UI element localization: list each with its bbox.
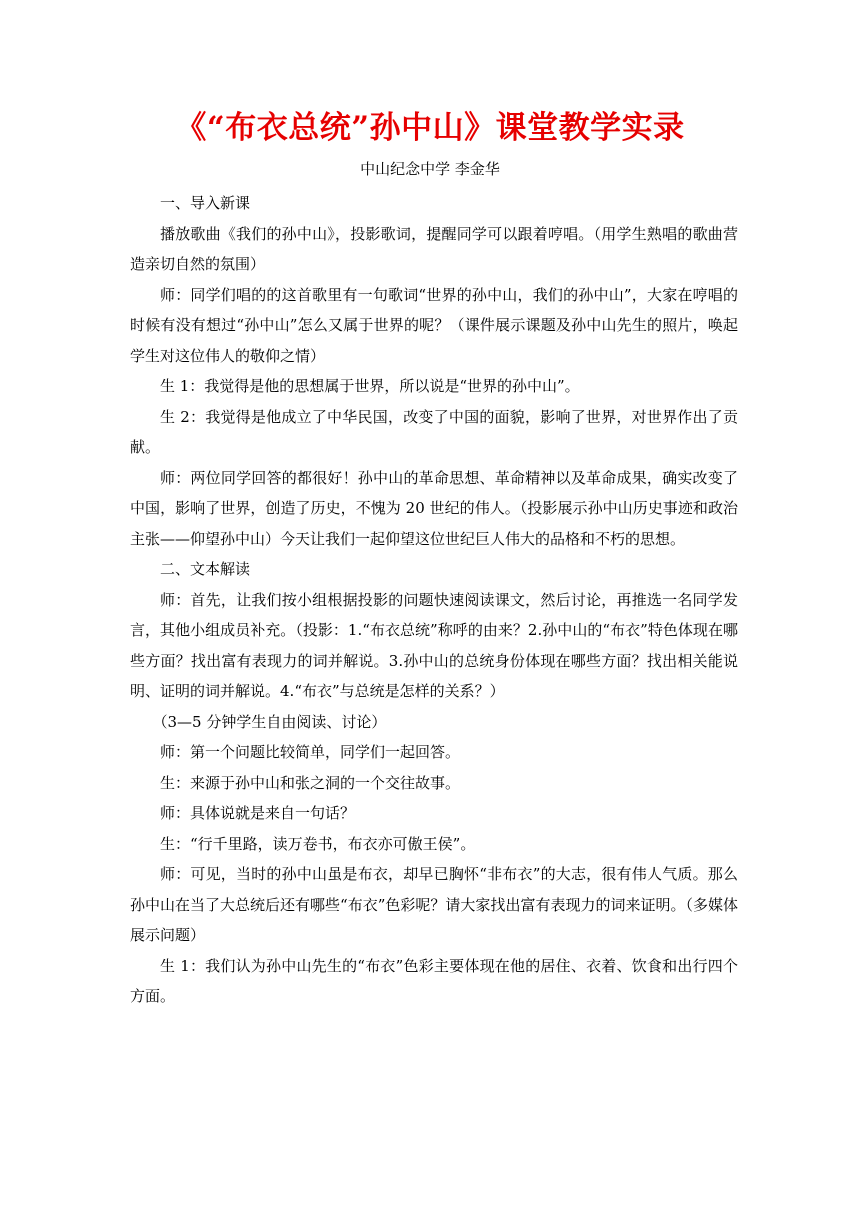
paragraph: 生：“行千里路，读万卷书，布衣亦可傲王侯”。 <box>160 834 476 853</box>
paragraph: 生 2：我觉得是他成立了中华民国，改变了中国的面貌，影响了世界，对世界作出了贡献。 <box>130 407 738 456</box>
paragraph: 师：两位同学回答的都很好！孙中山的革命思想、革命精神以及革命成果，确实改变了中国，影响了世界，创造了历史，不愧为 20 世纪的伟人。（投影展示孙中山历史事迹和政治主张——仰望孙中山）今天让我们一起仰望这位世纪巨人伟大的品格和不朽的思想。 <box>130 468 738 548</box>
section-heading: 一、导入新课 <box>160 194 251 212</box>
paragraph: 师：同学们唱的的这首歌里有一句歌词“世界的孙中山，我们的孙中山”，大家在哼唱的时候有没有想过“孙中山”怎么又属于世界的呢？（课件展示课题及孙中山先生的照片，唤起学生对这位伟人的敬仰之情） <box>130 285 738 365</box>
document-title: 《“布衣总统”孙中山》课堂教学实录 <box>175 110 685 146</box>
paragraph: 师：可见，当时的孙中山虽是布衣，却早已胸怀“非布衣”的大志，很有伟人气质。那么孙中山在当了大总统后还有哪些“布衣”色彩呢？请大家找出富有表现力的词来证明。（多媒体展示问题） <box>130 865 738 944</box>
paragraph: 生 1：我们认为孙中山先生的“布衣”色彩主要体现在他的居住、衣着、饮食和出行四个方面。 <box>130 956 738 1005</box>
paragraph: （3—5 分钟学生自由阅读、讨论） <box>152 712 387 731</box>
document-body <box>130 188 738 1012</box>
paragraph: 播放歌曲《我们的孙中山》，投影歌词，提醒同学可以跟着哼唱。（用学生熟唱的歌曲营造亲切自然的氛围） <box>130 224 738 273</box>
section-heading: 二、文本解读 <box>160 560 251 578</box>
paragraph: 生：来源于孙中山和张之洞的一个交往故事。 <box>160 773 461 792</box>
author-line: 中山纪念中学 李金华 <box>360 160 500 178</box>
paragraph: 师：第一个问题比较简单，同学们一起回答。 <box>160 743 461 761</box>
paragraph: 生 1：我觉得是他的思想属于世界，所以说是“世界的孙中山”。 <box>160 377 580 395</box>
paragraph: 师：具体说就是来自一句话？ <box>160 804 356 822</box>
paragraph: 师：首先，让我们按小组根据投影的问题快速阅读课文，然后讨论，再推选一名同学发言，其他小组成员补充。（投影：1.“布衣总统”称呼的由来？2.孙中山的“布衣”特色体现在哪些方面？找出富有表现力的词并解说。3.孙中山的总统身份体现在哪些方面？找出相关能说明、证明的词并解说。4.“布衣”与总统是怎样的关系？） <box>130 590 738 700</box>
